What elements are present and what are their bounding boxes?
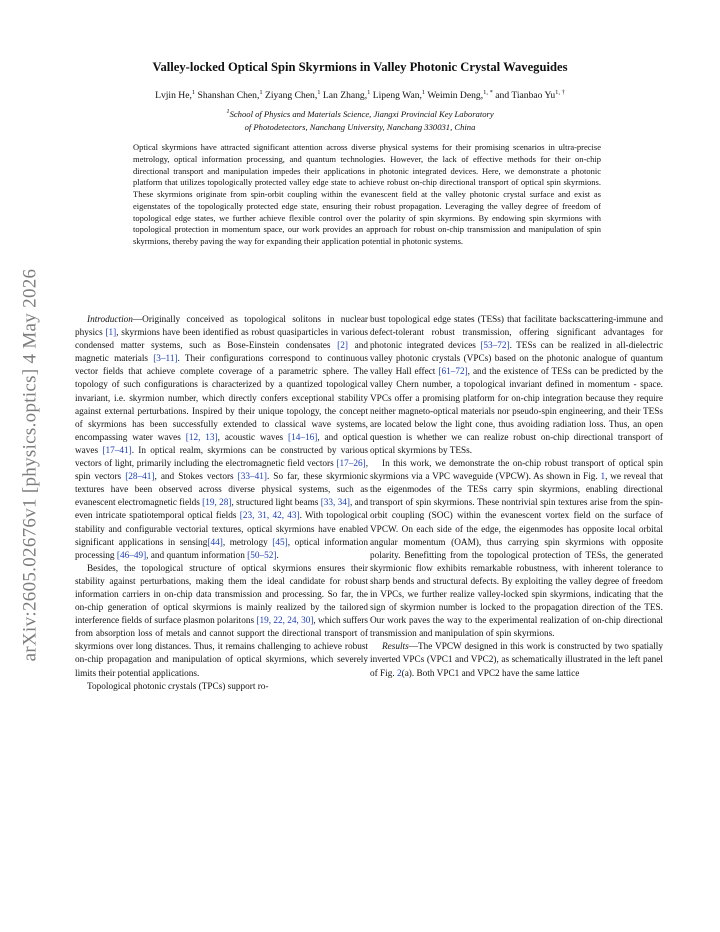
body-text: , and even intricate spatiotemporal optical fields <box>75 498 368 522</box>
citation-link[interactable]: [12, 13] <box>185 432 218 443</box>
body-column-left <box>75 314 368 694</box>
citation-link[interactable]: [3–11] <box>153 354 178 365</box>
body-text: . TESs can be realized in all-dielectric valley photonic crystals (VPCs) based on the photonic analogue of quantum valley Hall effect <box>370 341 663 378</box>
body-text: , which suffers from absorption loss of metals and cannot support the directional transport of skyrmions over long distances. Thus, it remains challenging to achieve robust on-chip propagation and manipulation of optical skyrmions, which severely limits their potential applications. <box>75 616 368 679</box>
citation-link[interactable]: [17–26] <box>336 459 366 470</box>
body-paragraph <box>75 563 368 681</box>
affiliation-mark: 1 <box>226 108 230 116</box>
author-name: Weimin Deng, <box>425 90 484 101</box>
citation-link[interactable]: [33–41] <box>237 472 267 483</box>
section-run-in-heading: Results <box>382 642 409 653</box>
body-paragraph <box>75 681 368 694</box>
affiliation-line-2: of Photodetectors, Nanchang University, Nanchang 330031, China <box>244 121 476 132</box>
arxiv-identifier-text: arXiv:2605.02676v1 [physics.optics] 4 May 2026 <box>19 268 40 662</box>
citation-link[interactable]: [50–52] <box>247 550 277 561</box>
affiliation-line-1: School of Physics and Materials Science, Jiangxi Provincial Key Laboratory <box>229 109 494 119</box>
citation-link[interactable]: [44] <box>207 537 223 548</box>
abstract: Optical skyrmions have attracted significant attention across diverse physical systems for their promising scenarios in ultra-precise metrology, optical information processing, and quantum technologies. However, the lack of effective methods for their on-chip directional transport and manipulation impedes their applications in photonic integrated devices. Here, we demonstrate a photonic platform that utilizes topologically protected valley edge state to achieve robust on-chip directional transport of optical spin skyrmions. These skyrmions originate from spin-orbit coupling within the evanescent field at the valley photonic crystal surface and exist as eigenstates of the topologically protected edge state, ensuring their robust propagation. Leveraging the valley degree of freedom of topological edge states, we further achieve flexible control over the polarity of spin skyrmions. By endowing spin skyrmions with topological protection in momentum space, our work provides an approach for robust on-chip transmission and manipulation of spin skyrmions, thereby paving the way for expanding their application potential in photonic systems. <box>133 142 601 246</box>
body-text: . With topological stability and configurable vectorial textures, optical skyrmions have enabled significant applications in sensing <box>75 511 368 548</box>
author-affiliation-mark: 1 <box>421 88 426 96</box>
author-name: and Tianbao Yu <box>492 90 556 101</box>
body-paragraph <box>370 458 663 641</box>
citation-link[interactable]: [53–72] <box>480 341 510 352</box>
citation-link[interactable]: [19, 22, 24, 30] <box>256 616 314 627</box>
author-name: Ziyang Chen, <box>262 90 318 101</box>
author-affiliation-mark: 1 <box>367 88 371 96</box>
body-text: , we reveal that the eigenmodes of the TESs carry spin skyrmions, enabling directional transport of spin skyrmions. These nontrivial spin textures arise from the spin-orbit coupling (SOC) within the evanescent vortex field on the surface of VPCW. On each side of the edge, the eigenmodes has opposite local orbital angular momentum (OAM), thus carrying spin skyrmions with opposite polarity. Benefitting from the topological protection of TESs, the generated skyrmionic flow exhibits remarkable robustness, with inherent tolerance to sharp bends and structural defects. By exploiting the valley degree of freedom in VPCs, we further realize valley-locked spin skyrmions, indicating that the sign of skyrmion number is locked to the propagation direction of the TES. Our work paves the way to the experimental realization of on-chip directional transmission and manipulation of spin skyrmions. <box>370 472 663 640</box>
body-text: , structured light beams <box>231 498 321 509</box>
affiliation <box>60 108 660 133</box>
body-text: , metrology <box>222 537 273 548</box>
body-text: . In optical realm, skyrmions can be constructed by various vectors of light, primarily including the electromagnetic field vectors <box>75 445 368 470</box>
body-text: , acoustic waves <box>217 432 289 443</box>
author-name: Lan Zhang, <box>320 90 368 101</box>
body-text: Besides, the topological structure of optical skyrmions ensures their stability against perturbations, making them the ideal candidate for robust information carriers in on-chip data transmission and processing. So far, the on-chip generation of optical skyrmions is mainly realized by the tailored interference fields of surface plasmon polaritons <box>75 563 368 627</box>
author-affiliation-mark: 1, † <box>555 88 565 96</box>
body-text: . <box>276 550 279 561</box>
body-text: , and Stokes vectors <box>154 472 238 483</box>
citation-link[interactable]: [33, 34] <box>320 498 350 509</box>
author-affiliation-mark: 1 <box>259 88 263 96</box>
author-name: Lvjin He, <box>155 90 192 101</box>
body-paragraph <box>370 641 663 680</box>
author-name: Shanshan Chen, <box>195 90 260 101</box>
body-text: —Originally conceived as topological solitons in nuclear physics <box>75 315 368 339</box>
body-text: , and quantum information <box>146 550 248 561</box>
author-affiliation-mark: 1, * <box>483 88 493 96</box>
author-affiliation-mark: 1 <box>191 88 196 96</box>
citation-link[interactable]: [2] <box>337 341 348 352</box>
body-text: (a). Both VPC1 and VPC2 have the same lattice <box>401 668 580 679</box>
author-list <box>60 90 660 101</box>
body-text: In this work, we demonstrate the on-chip robust transport of optical spin skyrmions via a VPC waveguide (VPCW). As shown in Fig. <box>370 459 663 483</box>
arxiv-identifier-stamp <box>10 250 50 680</box>
citation-link[interactable]: [19, 28] <box>202 498 232 509</box>
body-text: . So far, these skyrmionic textures have been observed across diverse physical systems, such as evanescent electromagnetic fields <box>75 472 368 509</box>
section-run-in-heading: Introduction <box>87 315 133 325</box>
citation-link[interactable]: [28–41] <box>125 472 155 483</box>
body-text: , and optical waves <box>75 432 368 456</box>
author-affiliation-mark: 1 <box>317 88 321 96</box>
citation-link[interactable]: [17–41] <box>102 445 132 456</box>
body-text: bust topological edge states (TESs) that facilitate backscattering-immune and defect-tolerant robust transmission, offering significant advantages for photonic integrated devices <box>370 315 663 352</box>
body-text: and magnetic materials <box>75 341 368 365</box>
body-text: , skyrmions have been identified as robust quasiparticles in various condensed matter systems, such as Bose-Einstein condensates <box>75 328 369 352</box>
body-text: , spin vectors <box>75 459 368 483</box>
citation-link[interactable]: [61–72] <box>438 367 468 378</box>
body-text: Topological photonic crystals (TPCs) support ro- <box>87 681 269 692</box>
citation-link[interactable]: 2 <box>396 668 402 679</box>
body-text: . Their configurations correspond to continuous vector fields that achieve complete coverage of a parametric sphere. The topology of such configurations is characterized by a quantized topological invariant, i.e. skyrmion number, which directly confers exceptional stability against external perturbations. Inspired by their unique topology, the concept of skyrmions has been successfully extended to classical wave systems, encompassing water waves <box>75 354 368 443</box>
citation-link[interactable]: [23, 31, 42, 43] <box>239 511 300 522</box>
body-column-right <box>370 314 663 681</box>
body-paragraph <box>370 314 663 458</box>
body-text: , optical information processing <box>75 537 368 561</box>
paper-title: Valley-locked Optical Spin Skyrmions in Valley Photonic Crystal Waveguides <box>152 60 568 74</box>
citation-link[interactable]: [46–49] <box>116 550 147 561</box>
citation-link[interactable]: 1 <box>600 472 606 483</box>
citation-link[interactable]: [14–16] <box>288 432 318 443</box>
author-name: Lipeng Wan, <box>370 90 422 101</box>
citation-link[interactable]: [1] <box>105 328 117 339</box>
citation-link[interactable]: [45] <box>272 537 288 548</box>
body-text: —The VPCW designed in this work is constructed by two spatially inverted VPCs (VPC1 and VPC2), as schematically illustrated in the left panel of Fig. <box>370 642 663 679</box>
body-paragraph <box>75 314 368 563</box>
body-text: , and the existence of TESs can be predicted by the valley Chern number, a topological invariant defined in momentum - space. VPCs offer a promising platform for on-chip integration because they require neither magneto-optical materials nor pseudo-spin engineering, and their TESs are located below the light cone, thus avoiding radiation loss. Thus, an open question is whether we can realize robust on-chip directional transport of optical skyrmions by TESs. <box>370 367 663 456</box>
